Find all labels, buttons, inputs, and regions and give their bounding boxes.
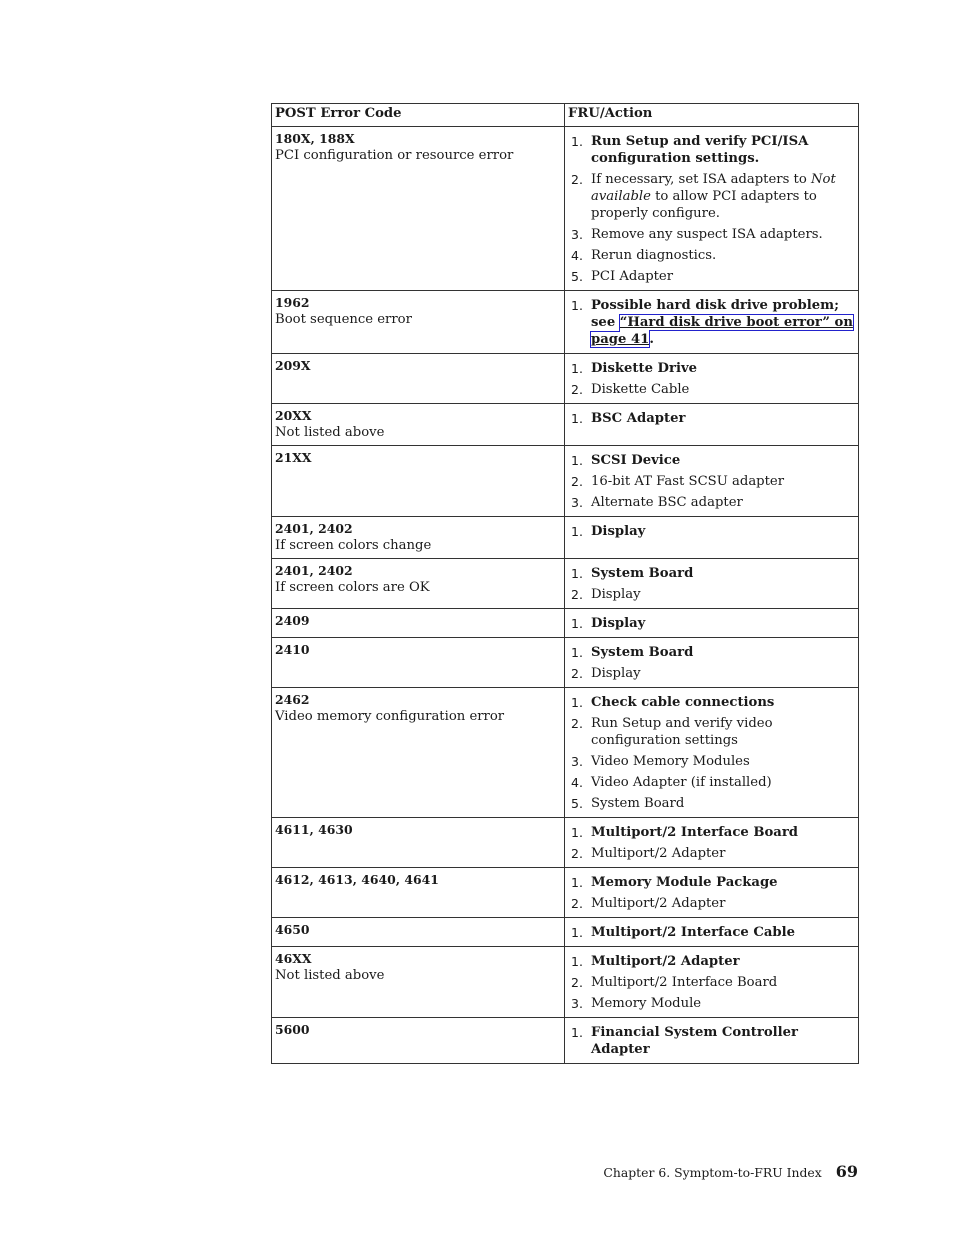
step-number: 5.: [571, 796, 583, 811]
step-text: Check cable connections: [591, 695, 775, 710]
action-list: [569, 452, 854, 511]
step-number: 3.: [571, 227, 583, 242]
action-step: [569, 171, 854, 222]
step-number: 1.: [571, 134, 583, 149]
action-step: [569, 824, 854, 841]
error-code-cell: [272, 127, 565, 291]
action-step: [569, 665, 854, 682]
fru-action-cell: [565, 404, 859, 446]
fru-action-cell: [565, 354, 859, 404]
step-number: 3.: [571, 495, 583, 510]
step-number: 2.: [571, 172, 583, 187]
step-text: Display: [591, 666, 641, 681]
step-text: Memory Module Package: [591, 875, 778, 890]
step-text-lead: Possible hard disk drive problem; see: [591, 298, 839, 330]
error-code: 2409: [275, 613, 310, 628]
table-row: [272, 818, 859, 868]
step-number: 1.: [571, 566, 583, 581]
action-list: [569, 297, 854, 348]
fru-action-cell: [565, 947, 859, 1018]
step-text: [591, 171, 854, 222]
step-text: System Board: [591, 796, 685, 811]
step-number: 4.: [571, 248, 583, 263]
fru-action-cell: [565, 638, 859, 688]
error-code: 20XX: [275, 408, 312, 423]
error-code-cell: [272, 688, 565, 818]
error-code: 4650: [275, 922, 310, 937]
action-list: [569, 824, 854, 862]
action-step: [569, 523, 854, 540]
error-description: Not listed above: [275, 425, 385, 440]
fru-action-cell: [565, 559, 859, 609]
table-row: [272, 127, 859, 291]
step-text: Financial System Controller Adapter: [591, 1025, 798, 1057]
error-description: Boot sequence error: [275, 312, 412, 327]
action-step: [569, 644, 854, 661]
action-list: [569, 644, 854, 682]
step-text: Rerun diagnostics.: [591, 248, 717, 263]
action-step: [569, 615, 854, 632]
step-number: 1.: [571, 875, 583, 890]
step-number: 1.: [571, 361, 583, 376]
action-step: [569, 845, 854, 862]
step-text: Multiport/2 Interface Board: [591, 975, 778, 990]
action-step: [569, 494, 854, 511]
step-text: Run Setup and verify video configuration settings: [591, 716, 773, 748]
action-step: [569, 774, 854, 791]
step-number: 1.: [571, 825, 583, 840]
action-step: [569, 995, 854, 1012]
step-number: 2.: [571, 666, 583, 681]
action-list: [569, 953, 854, 1012]
fru-action-cell: [565, 868, 859, 918]
action-step: [569, 226, 854, 243]
action-step: [569, 565, 854, 582]
table-body: [272, 127, 859, 1064]
table-row: [272, 1018, 859, 1064]
step-text: Multiport/2 Adapter: [591, 954, 740, 969]
table-row: [272, 947, 859, 1018]
error-code-cell: [272, 818, 565, 868]
step-text: Multiport/2 Adapter: [591, 846, 726, 861]
fru-action-cell: [565, 517, 859, 559]
table-row: [272, 918, 859, 947]
error-description: If screen colors change: [275, 538, 432, 553]
action-step: [569, 753, 854, 770]
error-code: 2462: [275, 692, 310, 707]
action-step: [569, 1024, 854, 1058]
step-text: Diskette Cable: [591, 382, 690, 397]
action-list: [569, 133, 854, 285]
step-number: 1.: [571, 616, 583, 631]
step-text: Display: [591, 524, 646, 539]
error-description: Video memory configuration error: [275, 709, 505, 724]
step-number: 3.: [571, 996, 583, 1011]
action-step: [569, 360, 854, 377]
step-number: 5.: [571, 269, 583, 284]
step-text: Run Setup and verify PCI/ISA configuration settings.: [591, 134, 809, 166]
action-step: [569, 924, 854, 941]
step-number: 2.: [571, 382, 583, 397]
step-text: PCI Adapter: [591, 269, 674, 284]
step-text-lead: If necessary, set ISA adapters to: [591, 172, 811, 187]
step-number: 1.: [571, 411, 583, 426]
action-step: [569, 715, 854, 749]
error-code-cell: [272, 638, 565, 688]
table-row: [272, 446, 859, 517]
fru-action-cell: [565, 918, 859, 947]
step-text: Video Adapter (if installed): [591, 775, 772, 790]
step-text-tail: .: [649, 332, 654, 347]
action-step: [569, 586, 854, 603]
step-text: Display: [591, 587, 641, 602]
error-code: 2401, 2402: [275, 563, 353, 578]
error-code: 4611, 4630: [275, 822, 353, 837]
error-code: 21XX: [275, 450, 312, 465]
column-header-fru-action: FRU/Action: [565, 104, 859, 127]
action-list: [569, 360, 854, 398]
table-row: [272, 291, 859, 354]
error-code-cell: [272, 446, 565, 517]
step-number: 1.: [571, 298, 583, 313]
step-number: 1.: [571, 925, 583, 940]
action-step: [569, 473, 854, 490]
step-text: Display: [591, 616, 646, 631]
page-number: 69: [835, 1162, 858, 1181]
error-description: If screen colors are OK: [275, 580, 430, 595]
step-number: 1.: [571, 1025, 583, 1040]
table-row: [272, 559, 859, 609]
table-row: [272, 354, 859, 404]
table-row: [272, 404, 859, 446]
step-text: Alternate BSC adapter: [591, 495, 743, 510]
error-code: 46XX: [275, 951, 312, 966]
post-error-table: [271, 103, 859, 1064]
action-step: [569, 795, 854, 812]
fru-action-cell: [565, 127, 859, 291]
action-step: [569, 297, 854, 348]
action-list: [569, 924, 854, 941]
table-row: [272, 868, 859, 918]
step-number: 1.: [571, 695, 583, 710]
step-number: 1.: [571, 645, 583, 660]
step-number: 2.: [571, 587, 583, 602]
error-code-cell: [272, 559, 565, 609]
error-code-cell: [272, 291, 565, 354]
step-text: 16-bit AT Fast SCSU adapter: [591, 474, 785, 489]
error-code-cell: [272, 354, 565, 404]
step-text-tail: to allow PCI adapters to properly configure.: [591, 189, 817, 221]
fru-action-cell: [565, 291, 859, 354]
action-step: [569, 874, 854, 891]
table-row: [272, 688, 859, 818]
step-number: 4.: [571, 775, 583, 790]
error-code-cell: [272, 1018, 565, 1064]
error-code: 2410: [275, 642, 310, 657]
step-number: 2.: [571, 896, 583, 911]
step-number: 3.: [571, 754, 583, 769]
action-list: [569, 874, 854, 912]
action-list: [569, 615, 854, 632]
error-code-cell: [272, 947, 565, 1018]
step-text: BSC Adapter: [591, 411, 686, 426]
page-footer: [560, 1162, 858, 1181]
action-step: [569, 895, 854, 912]
step-number: 2.: [571, 474, 583, 489]
step-number: 1.: [571, 524, 583, 539]
error-code: 2401, 2402: [275, 521, 353, 536]
action-step: [569, 133, 854, 167]
table-row: [272, 609, 859, 638]
step-number: 2.: [571, 716, 583, 731]
step-number: 1.: [571, 954, 583, 969]
fru-action-cell: [565, 609, 859, 638]
step-text: Memory Module: [591, 996, 702, 1011]
table-row: [272, 517, 859, 559]
action-step: [569, 694, 854, 711]
error-code: 1962: [275, 295, 310, 310]
step-text: [591, 297, 854, 348]
table-header-row: [272, 104, 859, 127]
action-list: [569, 694, 854, 812]
step-text: Video Memory Modules: [591, 754, 750, 769]
action-step: [569, 268, 854, 285]
error-code-cell: [272, 517, 565, 559]
error-code: 4612, 4613, 4640, 4641: [275, 872, 439, 887]
step-text: Diskette Drive: [591, 361, 698, 376]
cross-reference-link[interactable]: “Hard disk drive boot error” on page 41: [591, 315, 853, 347]
column-header-post-error-code: POST Error Code: [272, 104, 565, 127]
step-number: 1.: [571, 453, 583, 468]
action-list: [569, 410, 854, 427]
step-text: Multiport/2 Adapter: [591, 896, 726, 911]
step-text-emphasis: Not available: [591, 172, 836, 204]
step-text: System Board: [591, 645, 694, 660]
fru-action-cell: [565, 446, 859, 517]
fru-action-cell: [565, 1018, 859, 1064]
error-code: 180X, 188X: [275, 131, 355, 146]
error-code: 209X: [275, 358, 311, 373]
action-step: [569, 247, 854, 264]
step-text: Remove any suspect ISA adapters.: [591, 227, 823, 242]
table-row: [272, 638, 859, 688]
action-step: [569, 953, 854, 970]
error-code-cell: [272, 609, 565, 638]
action-step: [569, 410, 854, 427]
step-number: 2.: [571, 975, 583, 990]
error-description: PCI configuration or resource error: [275, 148, 514, 163]
step-number: 2.: [571, 846, 583, 861]
step-text: System Board: [591, 566, 694, 581]
step-text: Multiport/2 Interface Cable: [591, 925, 796, 940]
step-text: Multiport/2 Interface Board: [591, 825, 799, 840]
action-step: [569, 381, 854, 398]
action-list: [569, 565, 854, 603]
chapter-title: Chapter 6. Symptom-to-FRU Index: [603, 1165, 822, 1180]
error-code-cell: [272, 868, 565, 918]
action-step: [569, 974, 854, 991]
step-text: SCSI Device: [591, 453, 681, 468]
fru-action-cell: [565, 688, 859, 818]
action-step: [569, 452, 854, 469]
error-code-cell: [272, 918, 565, 947]
action-list: [569, 1024, 854, 1058]
error-code: 5600: [275, 1022, 310, 1037]
error-description: Not listed above: [275, 968, 385, 983]
action-list: [569, 523, 854, 540]
error-code-cell: [272, 404, 565, 446]
fru-action-cell: [565, 818, 859, 868]
